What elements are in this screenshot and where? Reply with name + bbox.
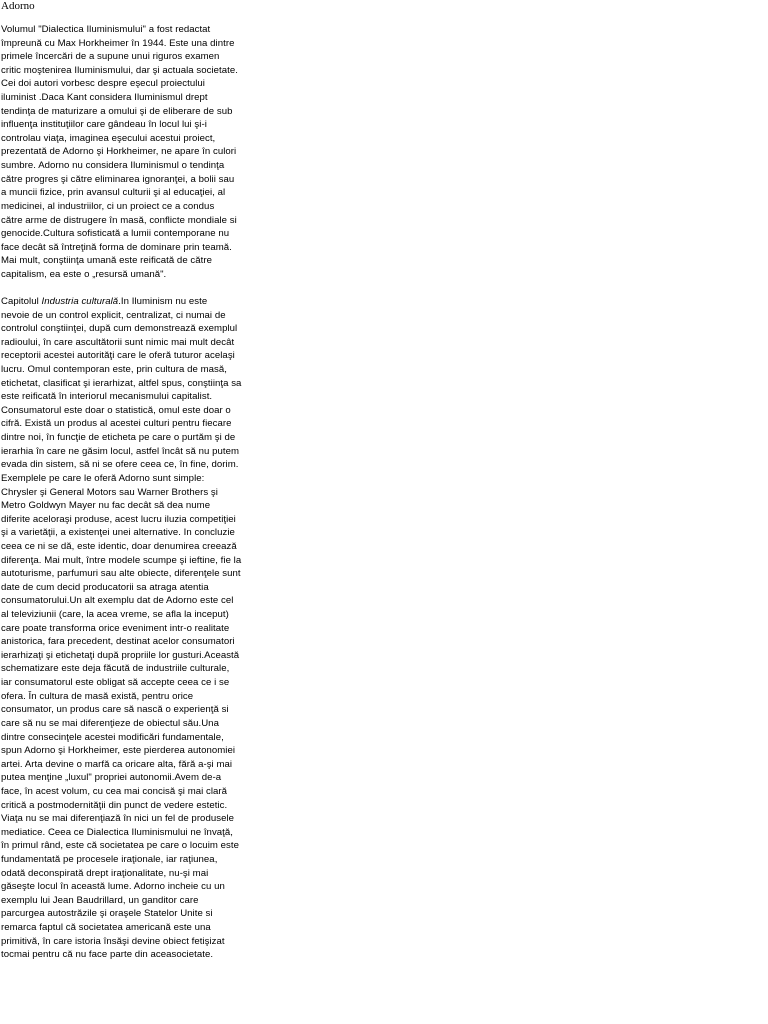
text-line: şi a varietăţii, a existenţei unei alternative. In concluzie	[1, 527, 235, 539]
text-line: ierarhia în care ne găsim locul, astfel încât să nu putem	[1, 445, 240, 457]
text-line: în primul rând, este că societatea pe care o locuim este	[1, 840, 239, 852]
text-line: controlul conştiinţei, după cum demonstrează exemplul	[1, 323, 238, 335]
text-line: tendinţa de maturizare a omului şi de eliberare de sub	[1, 105, 233, 117]
paragraph-2	[1, 295, 241, 962]
text-line: nevoie de un control explicit, centralizat, ci numai de	[1, 309, 226, 321]
text-line: sumbre. Adorno nu considera Iluminismul o tendinţa	[1, 160, 225, 172]
text-line: face, în acest volum, cu cea mai concisă şi mai clară	[1, 785, 228, 797]
text-line: Chrysler şi General Motors sau Warner Brothers şi	[1, 486, 218, 498]
text-line: schematizare este deja făcută de industriile culturale,	[1, 663, 230, 675]
text-line: ceea ce ni se dă, este identic, doar denumirea creează	[1, 540, 237, 552]
text-line: al televiziunii (care, la acea vreme, se afla la inceput)	[1, 609, 229, 621]
text-line: consumatorului.Un alt exemplu dat de Adorno este cel	[1, 595, 234, 607]
text-line: critic moştenirea Iluminismului, dar şi actuala societate.	[1, 64, 238, 76]
text-run: .In Iluminism nu este	[118, 296, 208, 307]
text-line: fundamentată pe procesele iraţionale, iar raţiunea,	[1, 853, 218, 865]
text-line: mediatice. Ceea ce Dialectica Iluminismului ne învaţă,	[1, 826, 233, 838]
text-line: iar consumatorul este obligat să accepte ceea ce i se	[1, 677, 230, 689]
text-line: iluminist .Daca Kant considera Iluminismul drept	[1, 92, 208, 104]
text-line: Viaţa nu se mai diferenţiază în nici un fel de produsele	[1, 813, 235, 825]
text-line: prezentată de Adorno şi Horkheimer, ne apare în culori	[1, 146, 237, 158]
text-line: cifră. Există un produs al acestei culturi pentru fiecare	[1, 418, 232, 430]
text-line: exemplu lui Jean Baudrillard, un ganditor care	[1, 894, 199, 906]
text-line: care poate transforma orice eveniment intr-o realitate	[1, 622, 230, 634]
text-line	[1, 295, 241, 309]
text-line: lucru. Omul contemporan este, prin cultura de masă,	[1, 364, 227, 376]
text-line: primitivă, în care istoria însăşi devine obiect fetişizat	[1, 935, 225, 947]
text-line: remarca faptul că societatea americană este una	[1, 922, 211, 934]
text-line: parcurgea autostrăzile şi oraşele Statelor Unite si	[1, 908, 213, 920]
text-line: consumator, un produs care să nască o experienţă si	[1, 704, 229, 716]
text-line: diferenţa. Mai mult, între modele scumpe şi ieftine, fie la	[1, 554, 242, 566]
text-line: dintre consecinţele acestei modificări fundamentale,	[1, 731, 224, 743]
text-line: etichetat, clasificat şi ierarhizat, altfel spus, conştiinţa sa	[1, 377, 242, 389]
text-line: dintre noi, în funcţie de eticheta pe care o purtăm şi de	[1, 432, 236, 444]
text-line: Mai mult, conştiinţa umană este reificată de către	[1, 255, 212, 267]
text-line: influenţa instituţiilor care gândeau în locul lui şi-i	[1, 119, 207, 131]
text-line: spun Adorno şi Horkheimer, este pierderea autonomiei	[1, 745, 236, 757]
text-line: autoturisme, parfumuri sau alte obiecte, diferenţele sunt	[1, 568, 241, 580]
text-line: găseşte locul în această lume. Adorno incheie cu un	[1, 881, 225, 893]
text-line: artei. Arta devine o marfă ca oricare alta, fără a-şi mai	[1, 758, 233, 770]
text-line: evada din sistem, să ni se ofere ceea ce, în fine, dorim.	[1, 459, 239, 471]
text-line: medicinei, al industriilor, ci un proiect ce a condus	[1, 200, 215, 212]
text-line: diferite aceloraşi produse, acest lucru iluzia competiţiei	[1, 513, 236, 525]
text-line: face decât să întreţină forma de dominare prin teamă.	[1, 241, 232, 253]
text-line: genocide.Cultura sofisticată a lumii contemporane nu	[1, 228, 230, 240]
paragraph-1	[1, 23, 238, 282]
text-line: controlau viaţa, imaginea eşecului acestui proiect,	[1, 132, 216, 144]
text-line: primele încercări de a supune unui riguros examen	[1, 51, 220, 63]
text-line: anistorica, fara precedent, destinat acelor consumatori	[1, 636, 235, 648]
text-line: Cei doi autori vorbesc despre eşecul proiectului	[1, 78, 205, 90]
text-line: ofera. În cultura de masă există, pentru orice	[1, 690, 194, 702]
document-title: Adorno	[1, 0, 35, 12]
text-line: putea menţine „luxul" propriei autonomii.Avem de-a	[1, 772, 222, 784]
text-line: ierarhizaţi şi etichetaţi după propriile lor gusturi.Această	[1, 649, 240, 661]
text-line: odată deconspirată drept iraţionalitate, nu-şi mai	[1, 867, 209, 879]
text-line: către progres şi către eliminarea ignoranţei, a bolii sau	[1, 173, 235, 185]
text-line: tocmai pentru că nu face parte din aceasocietate.	[1, 949, 214, 961]
text-line: este reificată în interiorul mecanismului capitalist.	[1, 391, 213, 403]
text-line: critică a postmodernităţii din punct de vedere estetic.	[1, 799, 228, 811]
text-run: Capitolul	[1, 296, 42, 307]
text-line: către arme de distrugere în masă, conflicte mondiale si	[1, 214, 237, 226]
text-line: care să nu se mai diferenţieze de obiectul său.Una	[1, 717, 219, 729]
text-line: Metro Goldwyn Mayer nu fac decât să dea nume	[1, 500, 211, 512]
text-line: a muncii fizice, prin avansul culturii şi al educaţiei, al	[1, 187, 226, 199]
text-line: capitalism, ea este o „resursă umană".	[1, 268, 167, 280]
italic-term: Industria culturală	[41, 296, 119, 307]
text-line: receptorii acestei autorităţi care le oferă tuturor acelaşi	[1, 350, 235, 362]
text-line: Consumatorul este doar o statistică, omul este doar o	[1, 404, 231, 416]
text-line: Volumul "Dialectica Iluminismului" a fost redactat	[1, 24, 211, 35]
text-line: Exemplele pe care le oferă Adorno sunt simple:	[1, 472, 205, 484]
text-line: date de cum decid producatorii sa atraga atentia	[1, 581, 209, 593]
text-line: radioului, în care ascultătorii sunt nimic mai mult decât	[1, 336, 235, 348]
text-line: împreună cu Max Horkheimer în 1944. Este una dintre	[1, 37, 235, 49]
